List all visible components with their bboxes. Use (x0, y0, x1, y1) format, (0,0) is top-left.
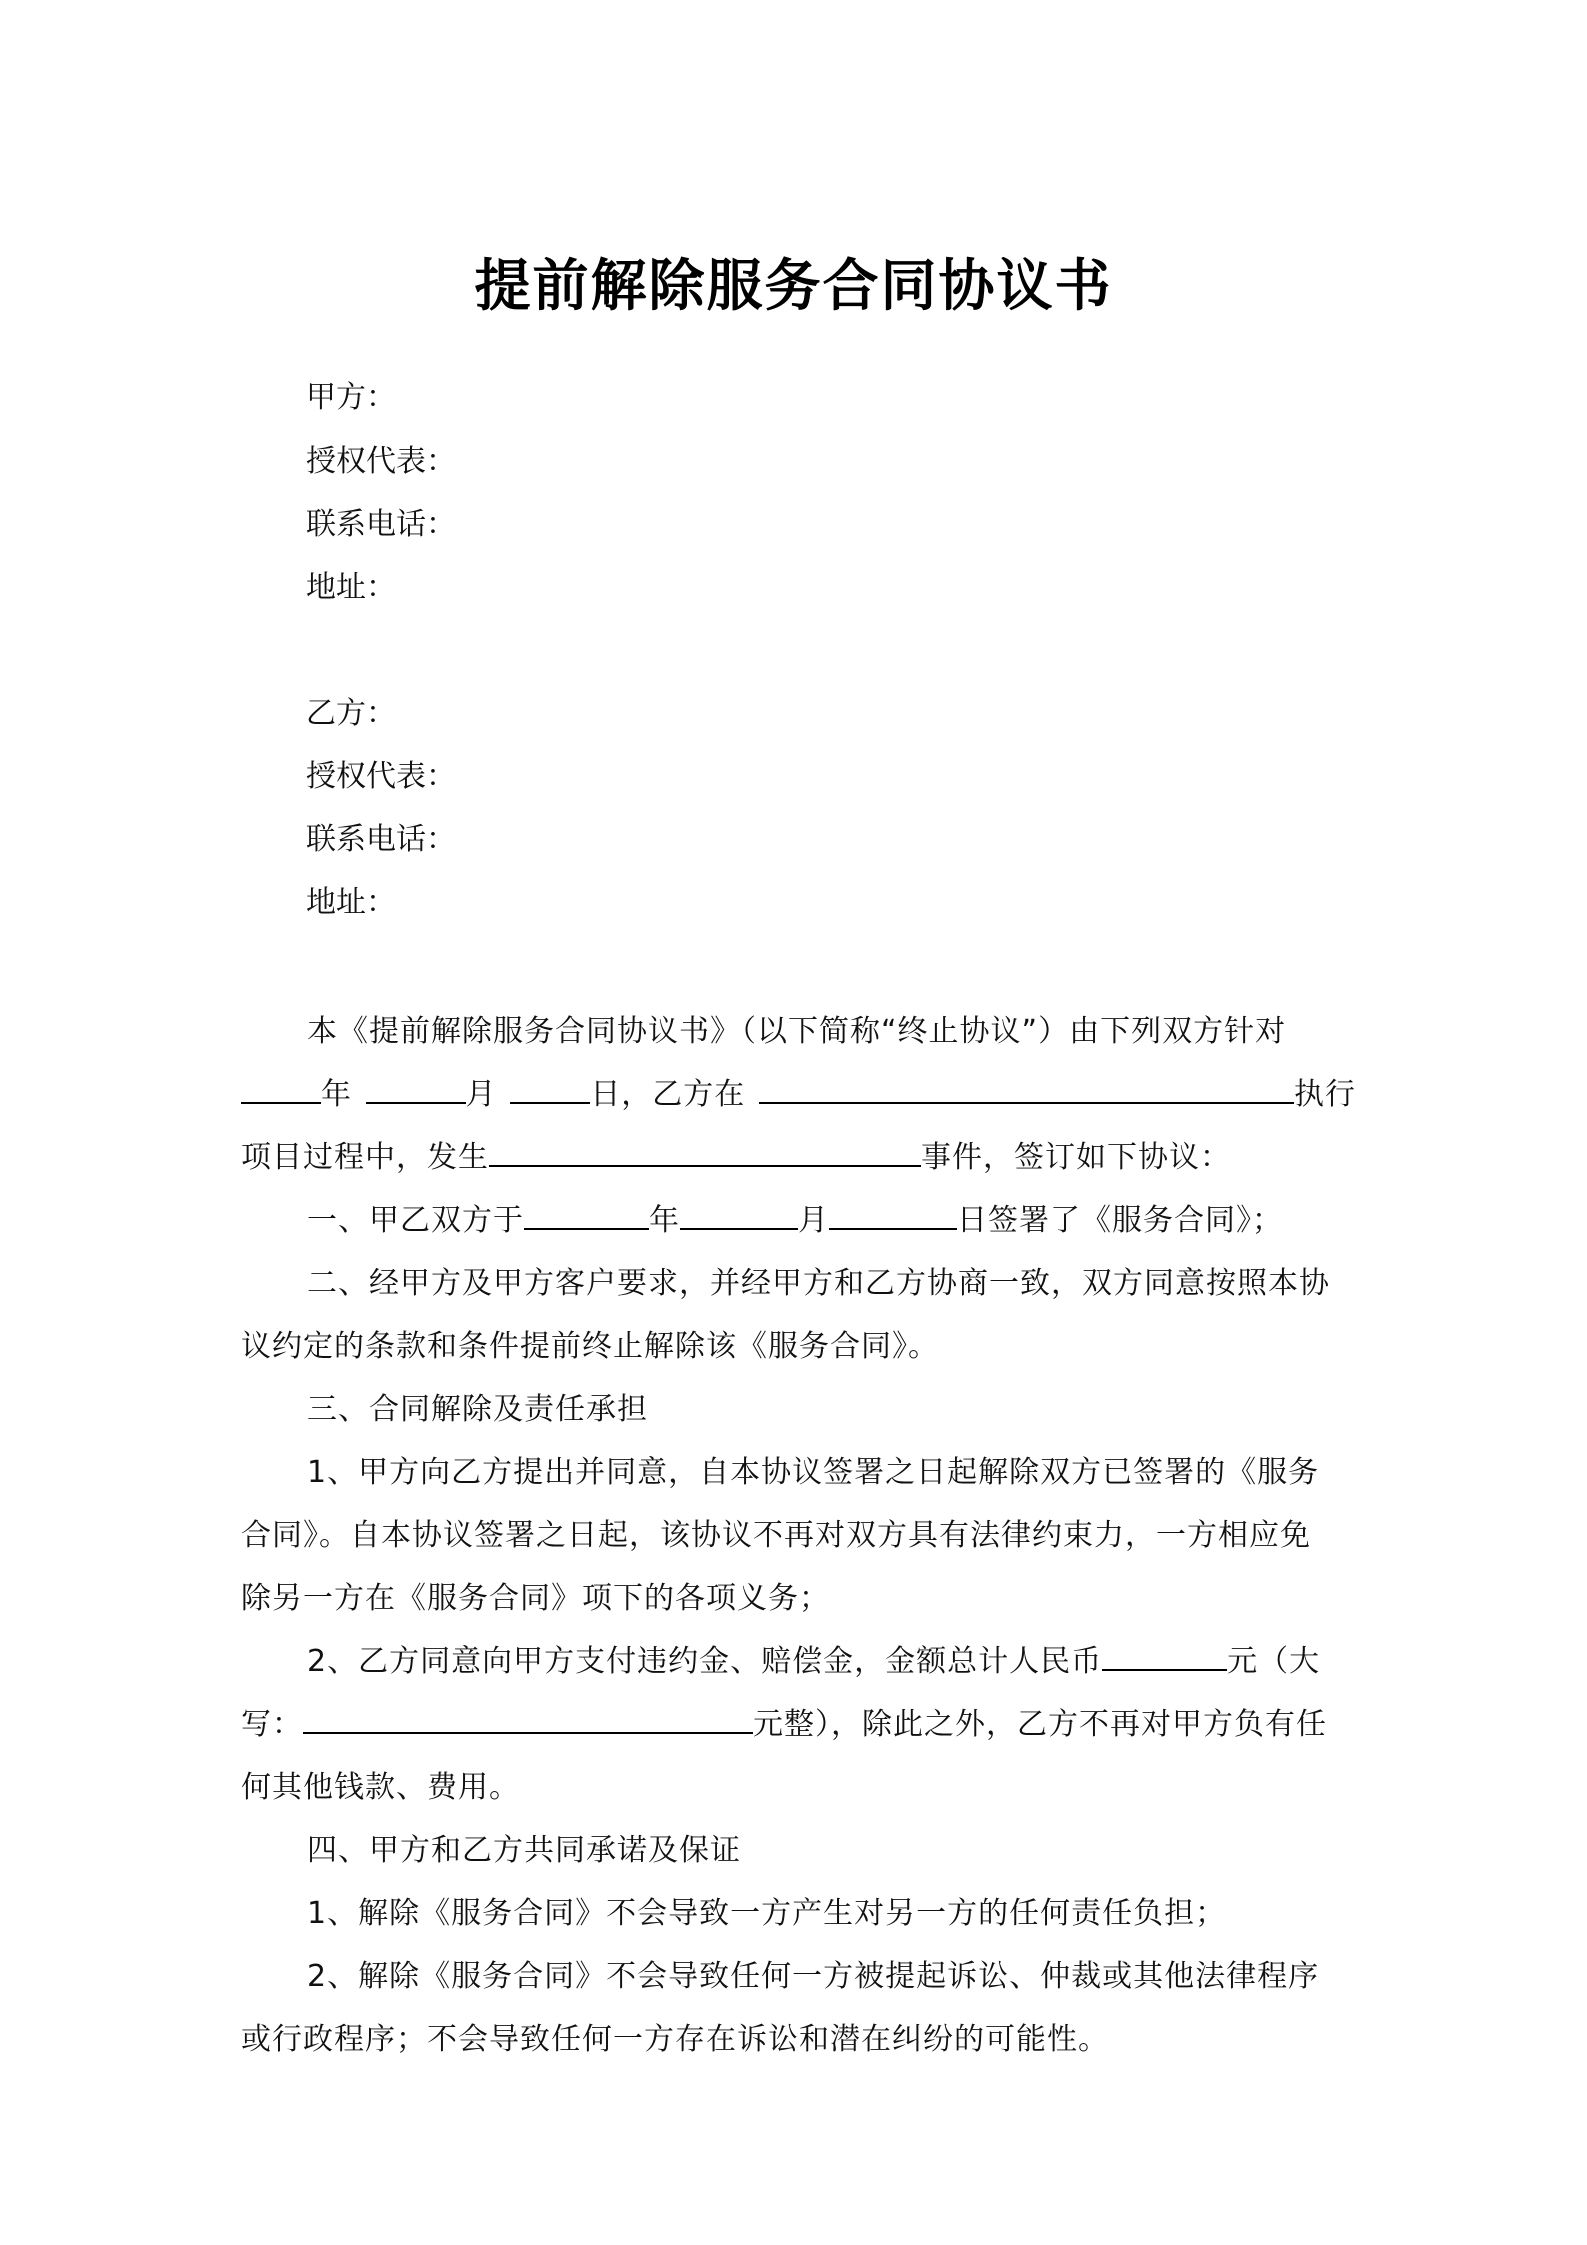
party-b-address-label: 地址： (306, 885, 396, 920)
clause-3-item-1-text-1: 1、甲方向乙方提出并同意，自本协议签署之日起解除双方已签署的《服务 (307, 1455, 1320, 1490)
intro-line-2 (241, 1063, 1356, 1126)
intro-project-text: 项目过程中，发生 (241, 1140, 489, 1175)
clause-3-heading (241, 1378, 1356, 1441)
clause-3-item-2-line-2 (241, 1693, 1356, 1756)
clause-1-end: 日签署了《服务合同》； (957, 1203, 1283, 1238)
clause-3-item-1-line-1 (241, 1441, 1356, 1504)
clause-4-item-2-text-2: 或行政程序；不会导致任何一方存在诉讼和潜在纠纷的可能性。 (241, 2022, 1109, 2057)
clause-4-item-2-line-2 (241, 2008, 1356, 2071)
clause-1-day-blank (829, 1198, 957, 1230)
clause-4-heading (241, 1819, 1356, 1882)
clause-3-item-2-text-2b: 元整），除此之外，乙方不再对甲方负有任 (753, 1707, 1327, 1742)
day-party-label: 日，乙方在 (590, 1077, 746, 1112)
clause-1-month-blank (680, 1198, 798, 1230)
party-b-rep-label: 授权代表： (306, 759, 456, 794)
clause-2-line-1 (241, 1252, 1356, 1315)
project-blank (759, 1072, 1294, 1104)
clause-3-item-2-line-1 (241, 1630, 1356, 1693)
clause-1-month: 月 (798, 1203, 829, 1238)
amount-blank (1102, 1639, 1227, 1671)
amount-words-blank (303, 1702, 753, 1734)
clause-3-item-1-line-2 (241, 1504, 1356, 1567)
clause-4-item-2-line-1 (241, 1945, 1356, 2008)
document-title: 提前解除服务合同协议书 (474, 253, 1113, 319)
year-label: 年 (321, 1077, 352, 1112)
clause-3-item-2-line-3 (241, 1756, 1356, 1819)
party-a-name-label: 甲方： (306, 380, 396, 415)
year-blank (241, 1072, 321, 1104)
party-b-phone-label: 联系电话： (306, 822, 456, 857)
clause-3-heading-text: 三、合同解除及责任承担 (307, 1392, 648, 1427)
clause-4-item-1 (241, 1882, 1356, 1945)
clause-3-item-1-line-3 (241, 1567, 1356, 1630)
intro-line-1 (241, 1000, 1356, 1063)
clause-3-item-1-text-3: 除另一方在《服务合同》项下的各项义务； (241, 1581, 830, 1616)
clause-3-item-2-text-2a: 写： (241, 1707, 303, 1742)
party-a-address-label: 地址： (306, 570, 396, 605)
contract-body (241, 1000, 1356, 2071)
month-blank (366, 1072, 466, 1104)
clause-2-text-1: 二、经甲方及甲方客户要求，并经甲方和乙方协商一致，双方同意按照本协 (307, 1266, 1330, 1301)
clause-4-item-2-text-1: 2、解除《服务合同》不会导致任何一方被提起诉讼、仲裁或其他法律程序 (307, 1959, 1320, 1994)
clause-3-item-1-text-2: 合同》。自本协议签署之日起，该协议不再对双方具有法律约束力，一方相应免 (241, 1518, 1311, 1553)
clause-1-text: 一、甲乙双方于 (307, 1203, 524, 1238)
clause-3-item-2-text-1b: 元（大 (1227, 1644, 1321, 1679)
day-blank (510, 1072, 590, 1104)
intro-text: 本《提前解除服务合同协议书》（以下简称“终止协议”）由下列双方针对 (307, 1014, 1287, 1049)
party-a-phone-label: 联系电话： (306, 507, 456, 542)
month-label: 月 (465, 1077, 497, 1112)
clause-4-heading-text: 四、甲方和乙方共同承诺及保证 (307, 1833, 741, 1868)
clause-4-item-1-text: 1、解除《服务合同》不会导致一方产生对另一方的任何责任负担； (307, 1896, 1227, 1931)
party-a-rep-label: 授权代表： (306, 444, 456, 479)
intro-line-3 (241, 1126, 1356, 1189)
clause-3-item-2-text-1: 2、乙方同意向甲方支付违约金、赔偿金，金额总计人民币 (307, 1644, 1103, 1679)
clause-1 (241, 1189, 1356, 1252)
clause-3-item-2-text-3: 何其他钱款、费用。 (241, 1770, 520, 1805)
clause-1-year-blank (524, 1198, 649, 1230)
intro-event-text: 事件，签订如下协议： (921, 1140, 1231, 1175)
party-b-name-label: 乙方： (306, 696, 396, 731)
clause-2-text-2: 议约定的条款和条件提前终止解除该《服务合同》。 (241, 1329, 939, 1364)
clause-2-line-2 (241, 1315, 1356, 1378)
clause-1-year: 年 (649, 1203, 680, 1238)
exec-label: 执行 (1293, 1077, 1356, 1112)
event-blank (489, 1135, 921, 1167)
